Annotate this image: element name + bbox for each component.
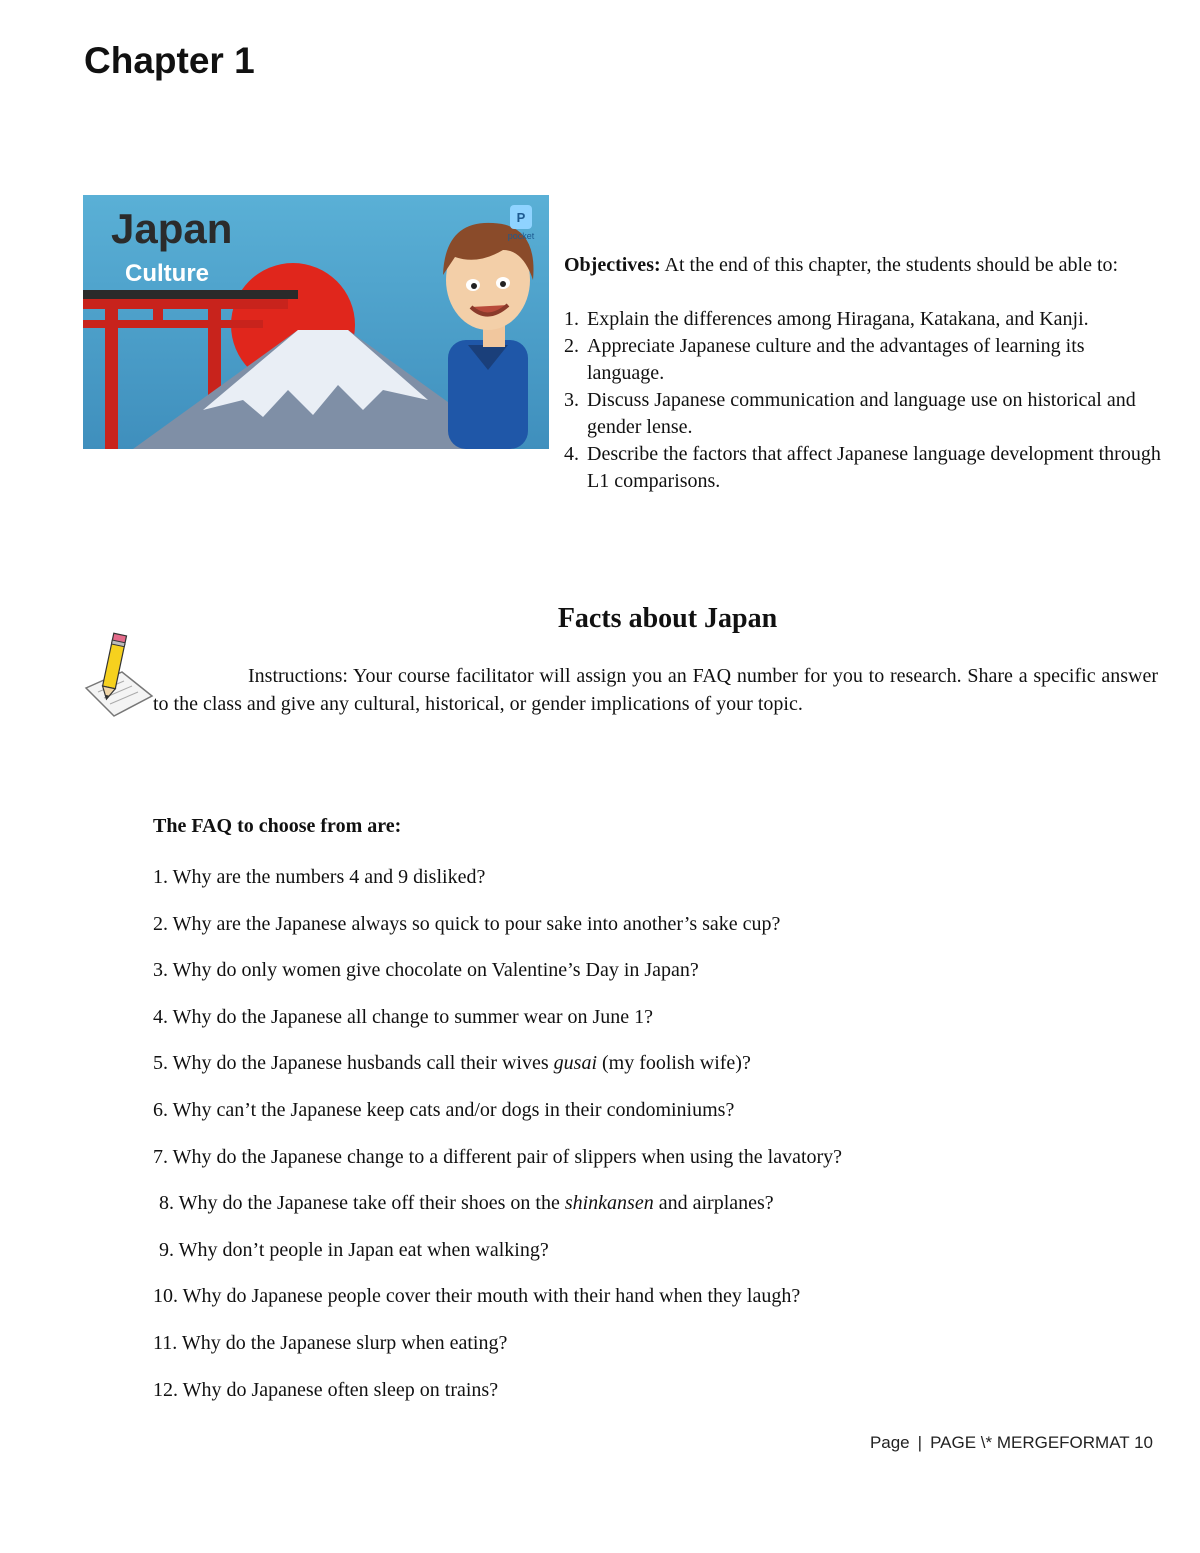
banner-subheading: Culture — [125, 260, 209, 287]
objective-item: 3. Discuss Japanese communication and language use on historical and gender lense. — [564, 389, 1136, 438]
faq-heading: The FAQ to choose from are: — [153, 815, 402, 837]
logo-letter: P — [516, 210, 526, 225]
banner-heading: Japan — [111, 205, 233, 252]
footer-separator: | — [917, 1433, 923, 1452]
objectives-section — [564, 252, 1164, 495]
japan-culture-banner — [83, 195, 549, 449]
footer-field-code: PAGE \* MERGEFORMAT 10 — [930, 1433, 1153, 1452]
objectives-label: Objectives: — [564, 254, 661, 276]
faq-item: 8. Why do the Japanese take off their shoes on the shinkansen and airplanes? — [159, 1192, 774, 1215]
faq-item: 12. Why do Japanese often sleep on trains? — [153, 1378, 499, 1401]
objectives-intro-text: At the end of this chapter, the students should be able to: — [664, 254, 1119, 276]
chapter-title: Chapter 1 — [84, 40, 255, 81]
objective-item: 2. Appreciate Japanese culture and the advantages of learning its language. — [564, 335, 1085, 384]
objective-item: 4. Describe the factors that affect Japanese language development through L1 comparisons. — [564, 443, 1161, 492]
faq-item: 9. Why don’t people in Japan eat when walking? — [159, 1238, 549, 1261]
faq-list — [153, 862, 842, 1421]
instructions-text: Instructions: Your course facilitator will assign you an FAQ number for you to research. Share a specific answer to the class and give any cultural, historical, or gender implications of your topic. — [153, 665, 1158, 715]
objectives-list — [564, 306, 1164, 495]
objective-item: 1. Explain the differences among Hiragana, Katakana, and Kanji. — [564, 308, 1089, 330]
pocket-logo-icon — [508, 205, 535, 241]
faq-item: 2. Why are the Japanese always so quick to pour sake into another’s sake cup? — [153, 912, 781, 935]
faq-item: 5. Why do the Japanese husbands call their wives gusai (my foolish wife)? — [153, 1052, 751, 1075]
faq-item: 7. Why do the Japanese change to a different pair of slippers when using the lavatory? — [153, 1145, 843, 1168]
faq-item: 3. Why do only women give chocolate on Valentine’s Day in Japan? — [153, 959, 699, 982]
footer-page-label: Page — [869, 1433, 910, 1452]
faq-item: 4. Why do the Japanese all change to summer wear on June 1? — [153, 1005, 654, 1028]
page-footer — [870, 1433, 1153, 1453]
logo-text: pocket — [507, 231, 535, 241]
objectives-intro — [564, 252, 1164, 279]
faq-item: 1. Why are the numbers 4 and 9 disliked? — [153, 866, 486, 888]
faq-item: 6. Why can’t the Japanese keep cats and/or dogs in their condominiums? — [153, 1098, 735, 1121]
pencil-writing-icon — [84, 626, 154, 718]
faq-item: 10. Why do Japanese people cover their mouth with their hand when they laugh? — [153, 1285, 801, 1308]
faq-item: 11. Why do the Japanese slurp when eating? — [153, 1331, 508, 1354]
facts-title: Facts about Japan — [557, 603, 778, 634]
